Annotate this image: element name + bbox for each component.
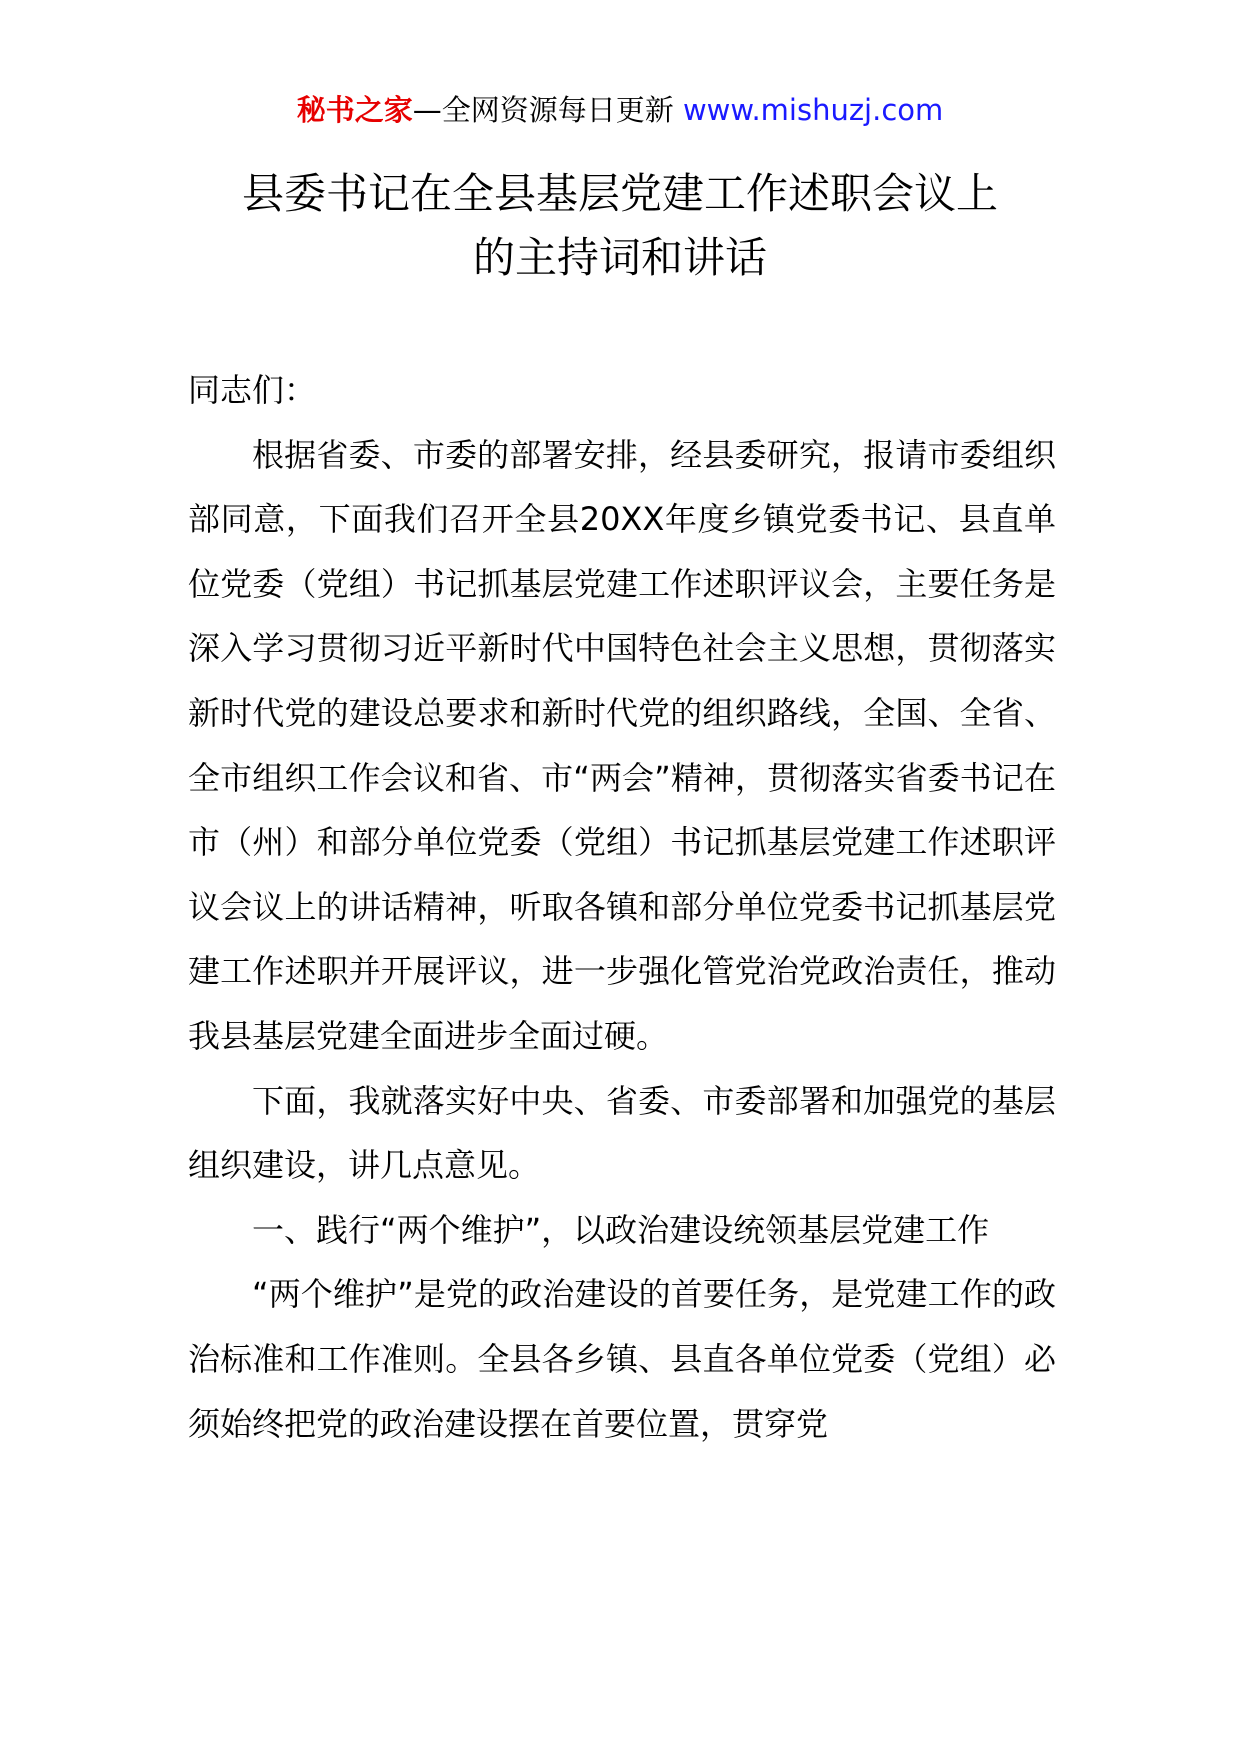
header-tagline: —全网资源每日更新 xyxy=(412,93,683,127)
document-body xyxy=(188,358,1056,1456)
body-paragraph: “两个维护”是党的政治建设的首要任务，是党建工作的政治标准和工作准则。全县各乡镇、县直各单位党委（党组）必须始终把党的政治建设摆在首要位置，贯穿党 xyxy=(188,1275,1056,1443)
site-url-link[interactable]: www.mishuzj.com xyxy=(682,93,944,127)
body-paragraph: 根据省委、市委的部署安排，经县委研究，报请市委组织部同意，下面我们召开全县20XX年度乡镇党委书记、县直单位党委（党组）书记抓基层党建工作述职评议会，主要任务是深入学习贯彻习近平新时代中国特色社会主义思想，贯彻落实新时代党的建设总要求和新时代党的组织路线，全国、全省、全市组织工作会议和省、市“两会”精神，贯彻落实省委书记在市（州）和部分单位党委（党组）书记抓基层党建工作述职评议会议上的讲话精神，听取各镇和部分单位党委书记抓基层党建工作述职并开展评议，进一步强化管党治党政治责任，推动我县基层党建全面进步全面过硬。 xyxy=(188,435,1056,1055)
section-heading: 一、践行“两个维护”，以政治建设统领基层党建工作 xyxy=(252,1210,990,1249)
document-title xyxy=(140,162,1100,290)
greeting: 同志们： xyxy=(188,371,317,409)
title-line-2: 的主持词和讲话 xyxy=(472,233,767,282)
brand-name: 秘书之家 xyxy=(296,93,413,127)
title-line-1: 县委书记在全县基层党建工作述职会议上 xyxy=(241,169,998,218)
body-paragraph: 下面，我就落实好中央、省委、市委部署和加强党的基层组织建设，讲几点意见。 xyxy=(188,1081,1056,1185)
site-header xyxy=(0,92,1240,128)
